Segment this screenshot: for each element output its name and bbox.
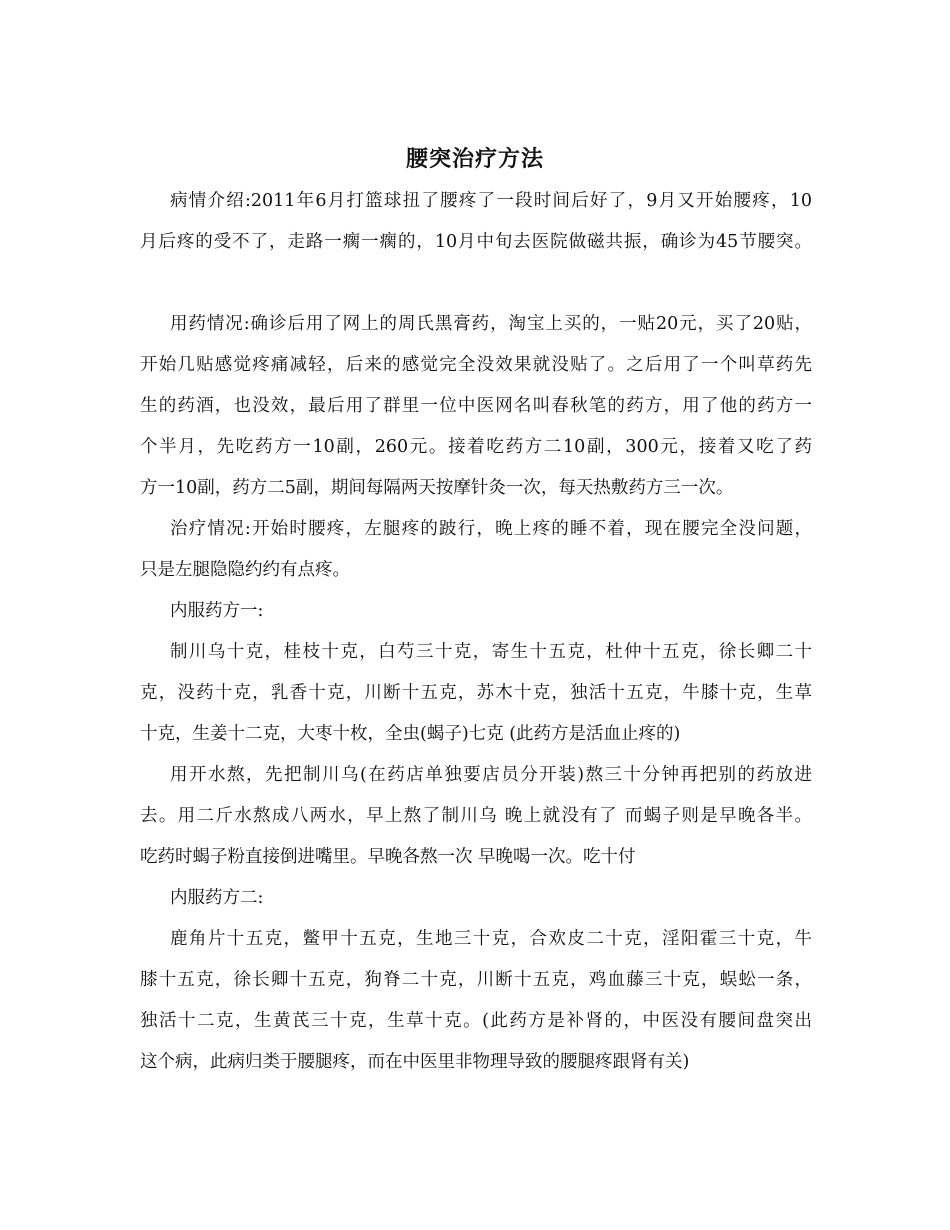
text-line: 治疗情况:开始时腰疼，左腿疼的跛行，晚上疼的睡不着，现在腰完全没问题， (170, 519, 812, 539)
text-line: 用开水熬，先把制川乌(在药店单独要店员分开装)熬三十分钟再把别的药放进 (170, 765, 812, 785)
section-heading: 内服药方一: (170, 601, 264, 621)
text-line: 只是左腿隐隐约约有点疼。 (140, 560, 350, 580)
text-line: 用药情况:确诊后用了网上的周氏黑膏药，淘宝上买的，一贴20元，买了20贴， (170, 314, 812, 334)
text-line: 月后疼的受不了，走路一瘸一瘸的，10月中旬去医院做磁共振，确诊为45节腰突。 (140, 232, 812, 252)
text-line: 独活十二克，生黄芪三十克，生草十克。(此药方是补肾的，中医没有腰间盘突出 (140, 1011, 812, 1031)
text-line: 方一10副，药方二5副，期间每隔两天按摩针灸一次，每天热敷药方三一次。 (140, 478, 734, 498)
text-line: 克，没药十克，乳香十克，川断十五克，苏木十克，独活十五克，牛膝十克，生草 (140, 683, 812, 703)
text-line: 去。用二斤水熬成八两水，早上熬了制川乌 晚上就没有了 而蝎子则是早晚各半。 (140, 806, 812, 826)
text-line: 膝十五克，徐长卿十五克，狗脊二十克，川断十五克，鸡血藤三十克，蜈蚣一条， (140, 970, 812, 990)
text-line: 开始几贴感觉疼痛减轻，后来的感觉完全没效果就没贴了。之后用了一个叫草药先 (140, 355, 812, 375)
text-line: 鹿角片十五克，鳖甲十五克，生地三十克，合欢皮二十克，淫阳霍三十克，牛 (170, 929, 812, 949)
text-line: 吃药时蝎子粉直接倒进嘴里。早晚各熬一次 早晚喝一次。吃十付 (140, 847, 636, 867)
text-line: 生的药酒，也没效，最后用了群里一位中医网名叫春秋笔的药方，用了他的药方一 (140, 396, 812, 416)
text-line: 制川乌十克，桂枝十克，白芍三十克，寄生十五克，杜仲十五克，徐长卿二十 (170, 642, 812, 662)
document-title: 腰突治疗方法 (405, 146, 544, 172)
text-line: 十克，生姜十二克，大枣十枚，全虫(蝎子)七克 (此药方是活血止疼的) (140, 724, 681, 744)
text-line: 这个病，此病归类于腰腿疼，而在中医里非物理导致的腰腿疼跟肾有关) (140, 1052, 690, 1072)
section-heading: 内服药方二: (170, 888, 264, 908)
text-line: 个半月，先吃药方一10副，260元。接着吃药方二10副，300元，接着又吃了药 (140, 437, 812, 457)
text-line: 病情介绍:2011年6月打篮球扭了腰疼了一段时间后好了，9月又开始腰疼，10 (170, 191, 812, 211)
